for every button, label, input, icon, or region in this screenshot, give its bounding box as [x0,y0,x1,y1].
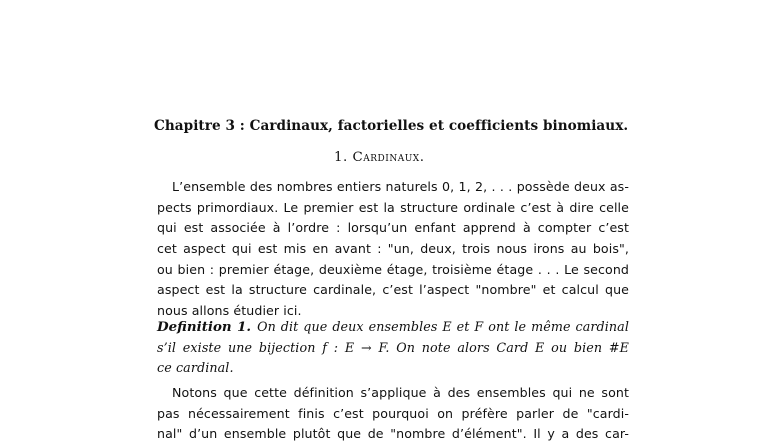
paragraph-line: qui est associée à l’ordre : lorsqu’un enfant apprend à compter c’est [157,220,629,236]
definition-text: On dit que deux ensembles E et F ont le même cardinal [257,319,629,334]
definition-block [157,317,629,379]
paragraph-line: cet aspect qui est mis en avant : "un, deux, trois nous irons au bois", [157,241,629,257]
definition-label: Definition 1. [157,319,252,335]
paragraph-line: L’ensemble des nombres entiers naturels 0, 1, 2, . . . possède deux as- [172,179,629,194]
paragraph-line: nal" d’un ensemble plutôt que de "nombre d’élément". Il y a des car- [157,426,629,441]
paragraph-line: Notons que cette définition s’applique à des ensembles qui ne sont [172,385,629,400]
definition-line: s’il existe une bijection f : E → F. On note alors Card E ou bien #E [157,339,629,355]
section-heading: 1. Cardinaux. [334,150,425,165]
paragraph-line: ou bien : premier étage, deuxième étage, troisième étage . . . Le second [157,261,629,277]
definition-line [157,317,629,338]
definition-line: ce cardinal. [157,360,234,376]
paragraph-intro [157,177,629,322]
paragraph-notes [157,383,629,441]
paragraph-line: pas nécessairement finis c’est pourquoi on préfère parler de "cardi- [157,405,629,421]
paragraph-line: aspect est la structure cardinale, c’est l’aspect "nombre" et calcul que [157,282,629,298]
paragraph-line: nous allons étudier ici. [157,303,302,319]
chapter-title: Chapitre 3 : Cardinaux, factorielles et coefficients binomiaux. [154,118,629,134]
paragraph-line: pects primordiaux. Le premier est la structure ordinale c’est à dire celle [157,199,629,215]
